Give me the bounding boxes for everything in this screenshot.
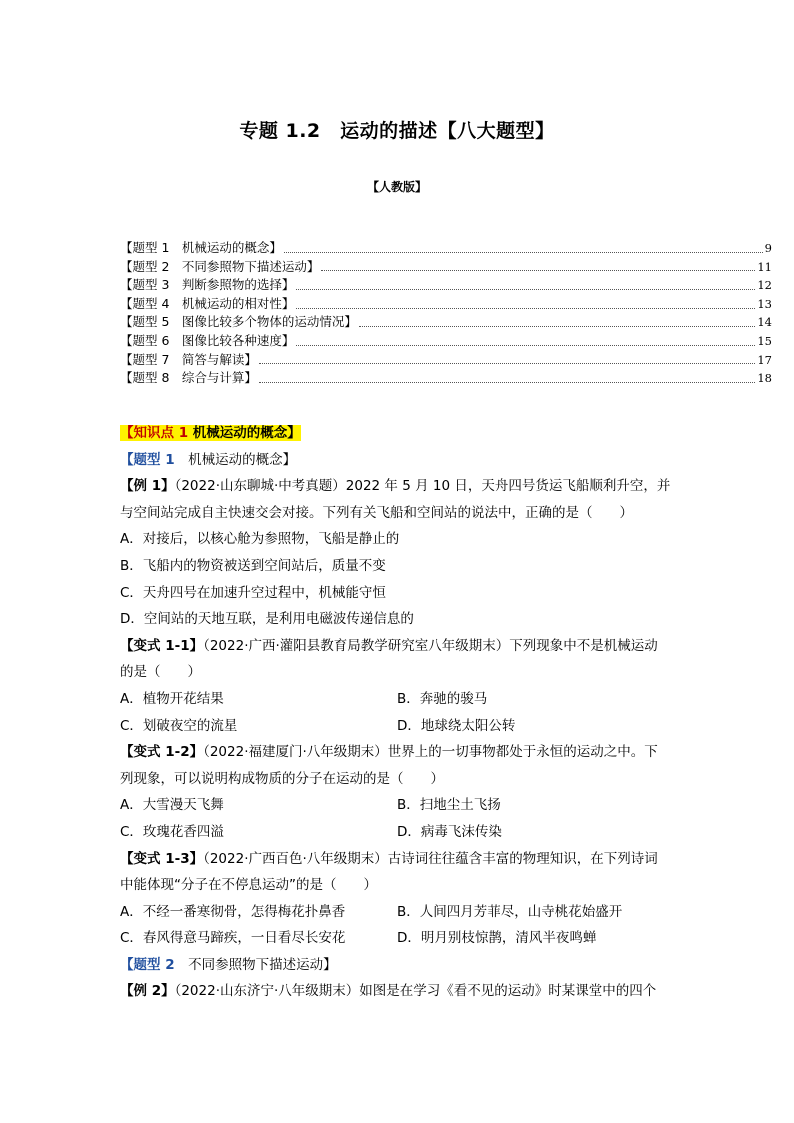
variant-1-1-line (120, 633, 680, 660)
question-type-tag: 【题型 2 (120, 956, 175, 973)
toc-item-page: 9 (764, 241, 772, 255)
option: B．奔驰的骏马 (397, 690, 488, 707)
toc-leader (296, 298, 755, 309)
toc-item[interactable] (120, 312, 772, 331)
option: A．大雪漫天飞舞 (120, 797, 224, 814)
toc-item-label: 【题型 8 综合与计算】 (120, 370, 257, 386)
toc-item-label: 【题型 2 不同参照物下描述运动】 (120, 258, 320, 274)
toc-item-page: 14 (757, 315, 772, 330)
option: C．划破夜空的流星 (120, 717, 238, 734)
example-1-line (120, 473, 680, 500)
toc-item[interactable] (120, 331, 772, 350)
toc-leader (296, 279, 755, 290)
document-body (120, 420, 680, 1005)
edition-label: 【人教版】 (366, 180, 427, 194)
question-type-tag: 【题型 1 (120, 451, 175, 468)
option: B．人间四月芳菲尽，山寺桃花始盛开 (397, 903, 623, 920)
variant-tag: 【变式 1-3】 (120, 850, 204, 867)
toc-item[interactable] (120, 238, 772, 257)
option-row (120, 713, 680, 740)
variant-1-2-line: 列现象，可以说明构成物质的分子在运动的是（ ） (120, 770, 444, 787)
variant-tag: 【变式 1-2】 (120, 744, 204, 761)
option-row (120, 925, 680, 952)
variant-1-3-line: 中能体现“分子在不停息运动”的是（ ） (120, 877, 377, 894)
toc-leader (284, 242, 763, 253)
option: B．扫地尘土飞扬 (397, 797, 501, 814)
question-type-title: 机械运动的概念】 (188, 451, 297, 468)
toc-item-label: 【题型 4 机械运动的相对性】 (120, 295, 295, 311)
toc-leader (259, 353, 755, 364)
question-type-heading (120, 952, 680, 979)
toc-item-page: 11 (757, 259, 772, 274)
variant-1-3-line (120, 846, 680, 873)
knowledge-title: 机械运动的概念】 (192, 425, 301, 441)
toc-item[interactable] (120, 257, 772, 276)
toc-item-label: 【题型 1 机械运动的概念】 (120, 240, 282, 255)
knowledge-highlight (120, 425, 301, 441)
knowledge-heading (120, 420, 680, 447)
toc-item-label: 【题型 5 图像比较多个物体的运动情况】 (120, 314, 357, 330)
variant-text: （2022·广西百色·八年级期末）古诗词往往蕴含丰富的物理知识，在下列诗词 (203, 850, 658, 867)
option: B．飞船内的物资被送到空间站后，质量不变 (120, 557, 386, 574)
example-text: （2022·山东聊城·中考真题）2022 年 5 月 10 日，天舟四号货运飞船顺利升空，并 (174, 478, 671, 495)
toc-item-page: 12 (757, 278, 772, 293)
option: A．不经一番寒彻骨，怎得梅花扑鼻香 (120, 903, 346, 920)
question-type-title: 不同参照物下描述运动】 (188, 956, 337, 973)
example-text: （2022·山东济宁·八年级期末）如图是在学习《看不见的运动》时某课堂中的四个 (174, 983, 657, 1000)
variant-tag: 【变式 1-1】 (120, 637, 204, 654)
toc-item-page: 15 (757, 333, 772, 348)
option: D．空间站的天地互联，是利用电磁波传递信息的 (120, 611, 414, 628)
option: D．地球绕太阳公转 (397, 717, 516, 734)
example-tag: 【例 1】 (120, 478, 175, 495)
toc-item-page: 17 (757, 352, 772, 367)
option-row (120, 686, 680, 713)
example-2-line (120, 978, 680, 1005)
option-row (120, 792, 680, 819)
toc-leader (259, 372, 755, 383)
variant-1-2-line (120, 739, 680, 766)
toc-item-label: 【题型 7 简答与解读】 (120, 351, 257, 367)
variant-text: （2022·广西·灌阳县教育局教学研究室八年级期末）下列现象中不是机械运动 (203, 637, 658, 654)
option: A．对接后，以核心舱为参照物，飞船是静止的 (120, 531, 400, 548)
option: D．明月别枝惊鹊，清风半夜鸣蝉 (397, 930, 597, 947)
toc-item-page: 18 (757, 371, 772, 386)
toc-item[interactable] (120, 350, 772, 369)
option: C．春风得意马蹄疾，一日看尽长安花 (120, 930, 346, 947)
knowledge-tag: 【知识点 1 (120, 425, 189, 441)
toc-item-page: 13 (757, 296, 772, 311)
toc-item[interactable] (120, 368, 772, 387)
toc-leader (296, 335, 755, 346)
option: D．病毒飞沫传染 (397, 823, 502, 840)
toc-leader (359, 316, 755, 327)
page-title: 专题 1.2 运动的描述【八大题型】 (239, 120, 555, 142)
toc-leader (321, 260, 755, 271)
example-1-line: 与空间站完成自主快速交会对接。下列有关飞船和空间站的说法中，正确的是（ ） (120, 504, 633, 521)
option: A．植物开花结果 (120, 690, 224, 707)
toc-item[interactable] (120, 275, 772, 294)
question-type-heading (120, 447, 680, 474)
option-row (120, 819, 680, 846)
toc-item-label: 【题型 6 图像比较各种速度】 (120, 332, 295, 348)
option: C．玫瑰花香四溢 (120, 823, 224, 840)
example-tag: 【例 2】 (120, 983, 175, 1000)
option-row (120, 899, 680, 926)
variant-1-1-line: 的是（ ） (120, 664, 201, 681)
option: C．天舟四号在加速升空过程中，机械能守恒 (120, 584, 386, 601)
table-of-contents (120, 238, 772, 387)
toc-item[interactable] (120, 294, 772, 313)
toc-item-label: 【题型 3 判断参照物的选择】 (120, 277, 295, 293)
variant-text: （2022·福建厦门·八年级期末）世界上的一切事物都处于永恒的运动之中。下 (203, 744, 658, 761)
